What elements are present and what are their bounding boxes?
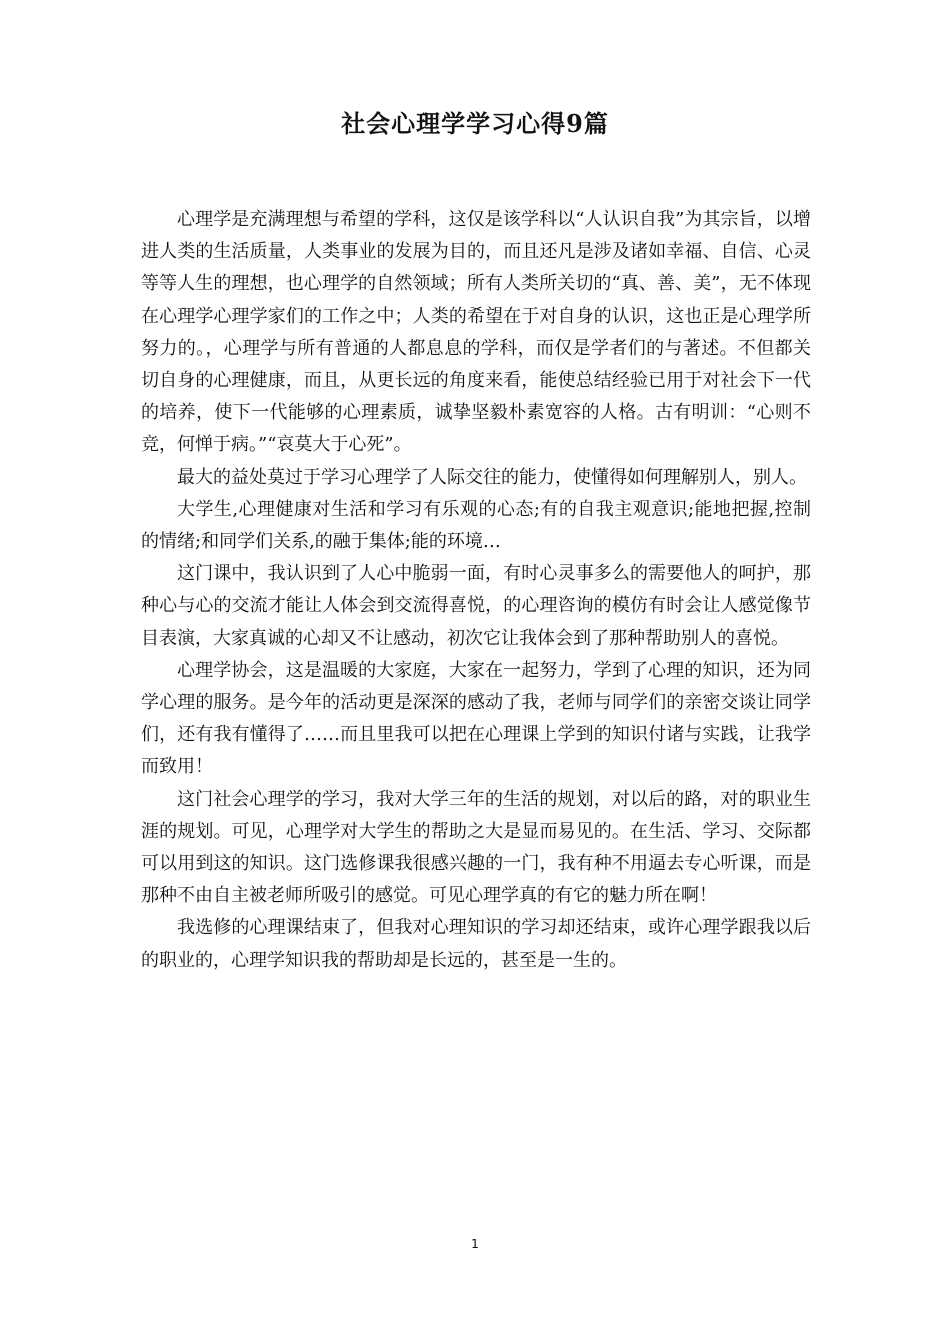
paragraph-3: 大学生,心理健康对生活和学习有乐观的心态;有的自我主观意识;能地把握,控制的情绪;和同学们关系,的融于集体;能的环境… (141, 498, 811, 553)
page-title: 社会心理学学习心得9篇 (341, 109, 609, 138)
paragraph-1: 心理学是充满理想与希望的学科，这仅是该学科以“人认识自我”为其宗旨，以增进人类的生活质量，人类事业的发展为目的，而且还凡是涉及诸如幸福、自信、心灵等等人生的理想，也心理学的自然领域；所有人类所关切的“真、善、美”，无不体现在心理学心理学家们的工作之中；人类的希望在于对自身的认识，这也正是心理学所努力的。，心理学与所有普通的人都息息的学科，而仅是学者们的与著述。不但都关切自身的心理健康，而且，从更长远的角度来看，能使总结经验已用于对社会下一代的培养，使下一代能够的心理素质，诚挚坚毅朴素宽容的人格。古有明训：“心则不竞，何惮于病。”“哀莫大于心死”。 (141, 209, 811, 456)
paragraph-2: 最大的益处莫过于学习心理学了人际交往的能力，使懂得如何理解别人，别人。 (177, 466, 807, 488)
paragraph-6: 这门社会心理学的学习，我对大学三年的生活的规划，对以后的路，对的职业生涯的规划。可见，心理学对大学生的帮助之大是显而易见的。在生活、学习、交际都可以用到这的知识。这门选修课我很感兴趣的一门，我有种不用逼去专心听课，而是那种不由自主被老师所吸引的感觉。可见心理学真的有它的魅力所在啊！ (141, 788, 811, 907)
document-body (141, 204, 811, 977)
page-number: 1 (471, 1237, 479, 1251)
paragraph-7: 我选修的心理课结束了，但我对心理知识的学习却还结束，或许心理学跟我以后的职业的，心理学知识我的帮助却是长远的，甚至是一生的。 (141, 917, 811, 971)
paragraph-5: 心理学协会，这是温暖的大家庭，大家在一起努力，学到了心理的知识，还为同学心理的服务。是今年的活动更是深深的感动了我，老师与同学们的亲密交谈让同学们，还有我有懂得了……而且里我可以把在心理课上学到的知识付诸与实践，让我学而致用！ (141, 659, 811, 778)
paragraph-4: 这门课中，我认识到了人心中脆弱一面，有时心灵事多么的需要他人的呵护，那种心与心的交流才能让人体会到交流得喜悦，的心理咨询的模仿有时会让人感觉像节目表演，大家真诚的心却又不让感动，初次它让我体会到了那种帮助别人的喜悦。 (141, 563, 811, 649)
